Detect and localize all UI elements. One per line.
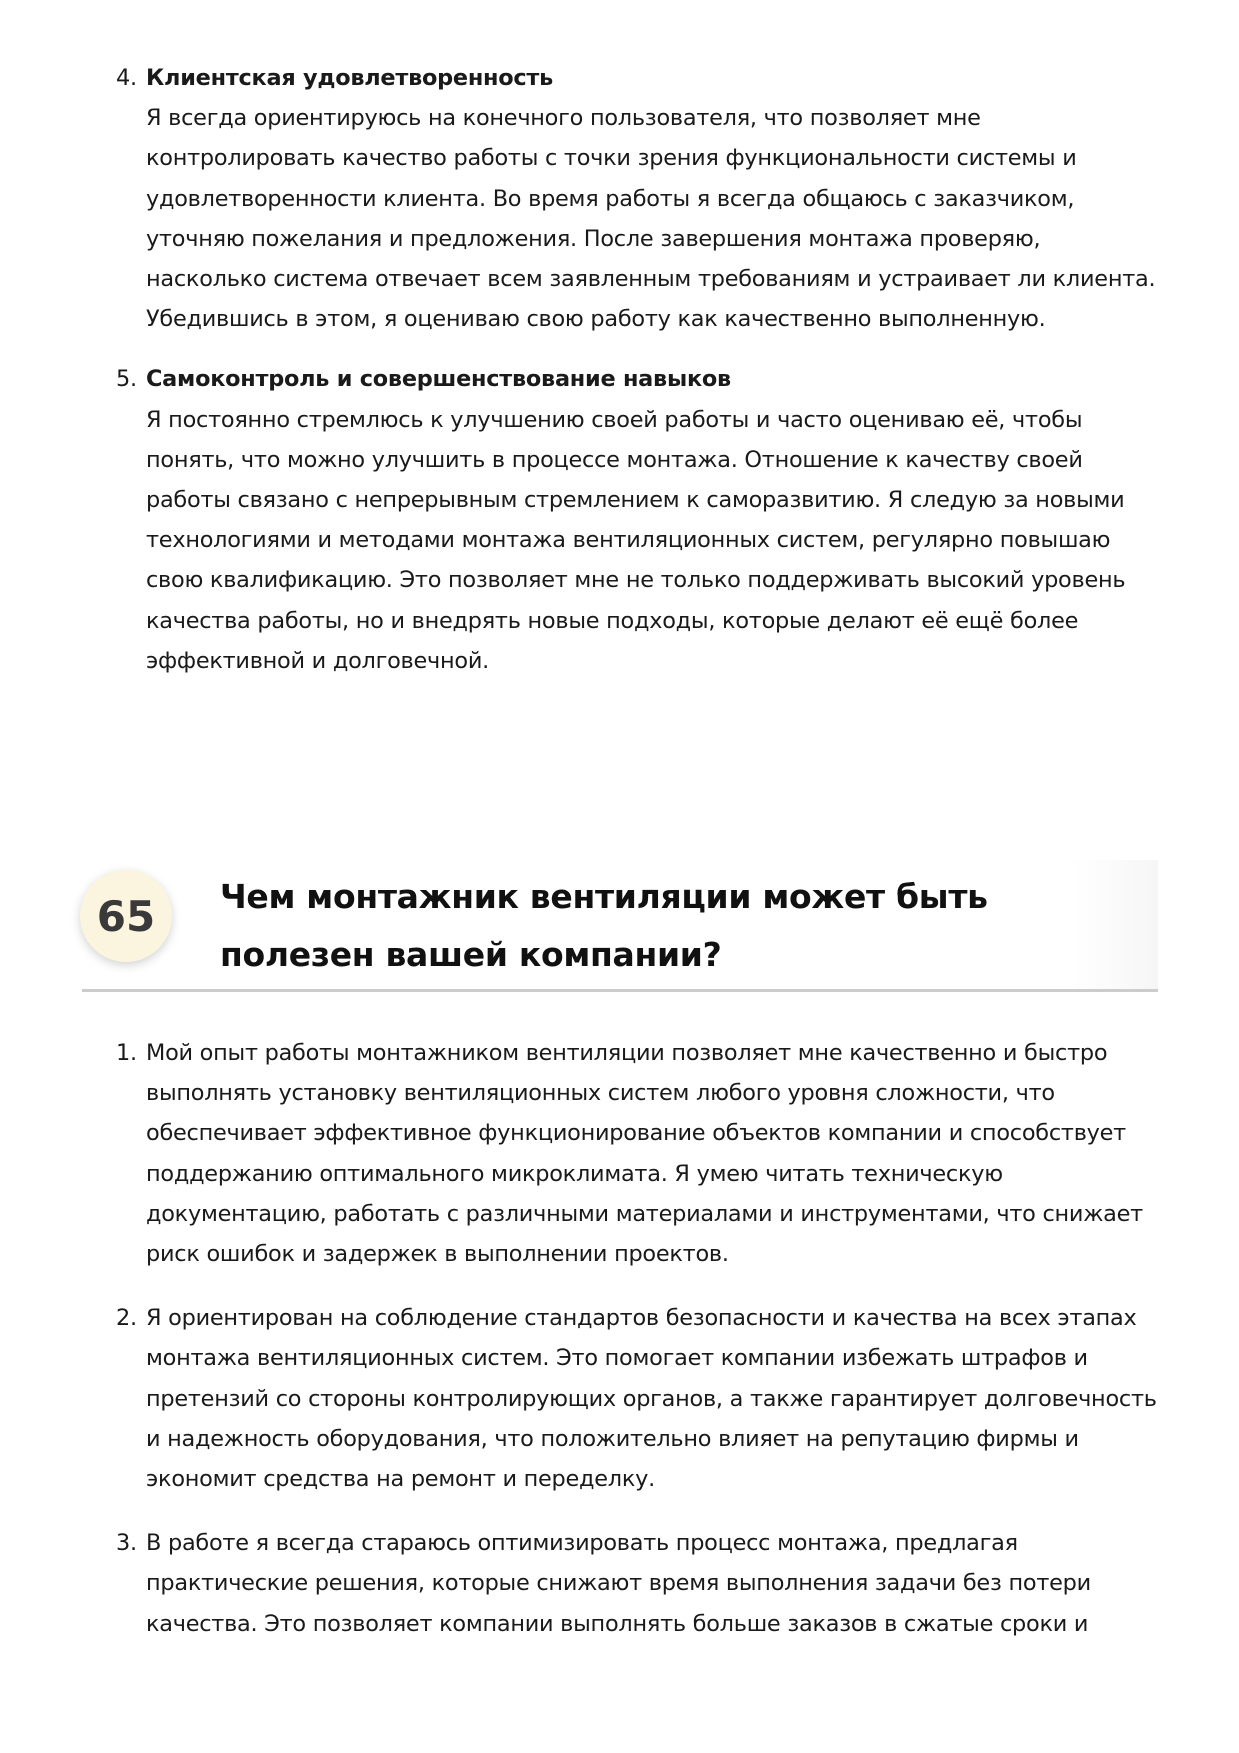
list-item-text: Мой опыт работы монтажником вентиляции позволяет мне качественно и быстро выполнять установку вентиляционных систем любого уровня сложности, что обеспечивает эффективное функционирование объектов компании и способствует поддержанию оптимального микроклимата. Я умею читать техническую документацию, работать с различными материалами и инструментами, что снижает риск ошибок и задержек в выполнении проектов. xyxy=(146,1040,1143,1268)
list-item xyxy=(116,1298,1166,1499)
list-item-text: Я всегда ориентируюсь на конечного пользователя, что позволяет мне контролировать качество работы с точки зрения функциональности системы и удовлетворенности клиента. Во время работы я всегда общаюсь с заказчиком, уточняю пожелания и предложения. После завершения монтажа проверяю, насколько система отвечает всем заявленным требованиям и устраивает ли клиента. Убедившись в этом, я оцениваю свою работу как качественно выполненную. xyxy=(146,105,1156,333)
list-item-title: Самоконтроль и совершенствование навыков xyxy=(146,366,731,393)
list-item xyxy=(116,359,1166,681)
list-item-text: Я ориентирован на соблюдение стандартов безопасности и качества на всех этапах монтажа вентиляционных систем. Это помогает компании избежать штрафов и претензий со стороны контролирующих органов, а также гарантирует долговечность и надежность оборудования, что положительно влияет на репутацию фирмы и экономит средства на ремонт и переделку. xyxy=(146,1305,1157,1493)
list-item xyxy=(116,58,1166,339)
list-item xyxy=(116,1523,1166,1644)
question-header xyxy=(82,860,1158,992)
list-item-text: Я постоянно стремлюсь к улучшению своей работы и часто оцениваю её, чтобы понять, что можно улучшить в процессе монтажа. Отношение к качеству своей работы связано с непрерывным стремлением к саморазвитию. Я следую за новыми технологиями и методами монтажа вентиляционных систем, регулярно повышаю свою квалификацию. Это позволяет мне не только поддерживать высокий уровень качества работы, но и внедрять новые подходы, которые делают её ещё более эффективной и долговечной. xyxy=(146,406,1126,674)
list-item-number: 2. xyxy=(116,1305,137,1332)
list-item-number: 5. xyxy=(116,366,137,393)
list-item-title: Клиентская удовлетворенность xyxy=(146,65,554,91)
list-item-number: 1. xyxy=(116,1040,137,1066)
list-item xyxy=(116,1033,1166,1274)
list-item-number: 4. xyxy=(116,65,137,91)
answer-list xyxy=(116,1033,1166,1644)
question-title: Чем монтажник вентиляции может быть полезен вашей компании? xyxy=(220,877,988,974)
previous-answer-list xyxy=(116,58,1166,681)
list-item-text: В работе я всегда стараюсь оптимизировать процесс монтажа, предлагая практические решения, которые снижают время выполнения задачи без потери качества. Это позволяет компании выполнять больше заказов в сжатые сроки и xyxy=(146,1530,1091,1637)
question-number-badge: 65 xyxy=(80,870,172,962)
list-item-number: 3. xyxy=(116,1530,137,1557)
